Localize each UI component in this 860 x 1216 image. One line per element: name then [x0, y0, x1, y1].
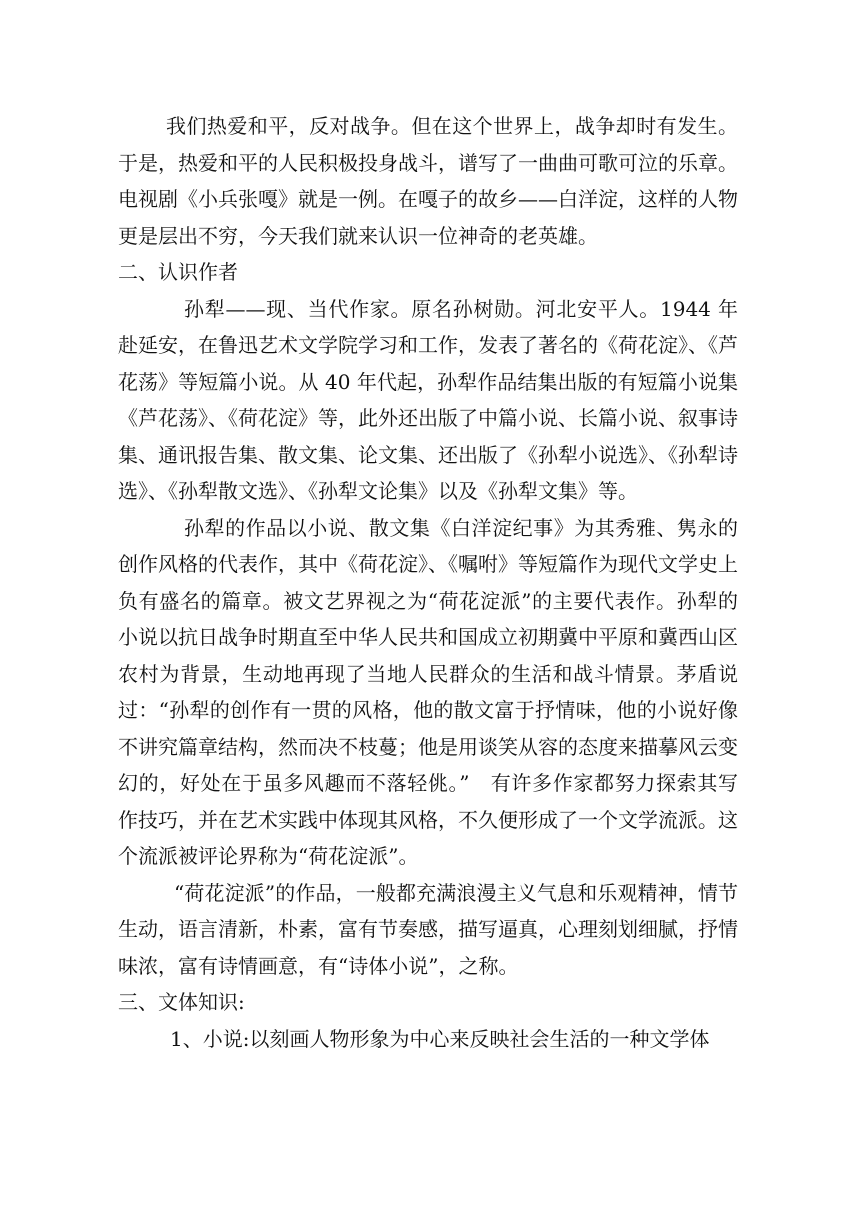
genre-item-novel: 1、小说:以刻画人物形象为中心来反映社会生活的一种文学体	[170, 1026, 710, 1051]
author-works-paragraph: 孙犁的作品以小说、散文集《白洋淀纪事》为其秀雅、隽永的创作风格的代表作，其中《荷花淀》、《嘱咐》等短篇作为现代文学史上负有盛名的篇章。被文艺界视之为“荷花淀派”的主要代表作。孙犁的小说以抗日战争时期直至中华人民共和国成立初期冀中平原和冀西山区农村为背景，生动地再现了当地人民群众的生活和战斗情景。茅盾说过：“孙犁的创作有一贯的风格，他的散文富于抒情味，他的小说好像不讲究篇章结构，然而决不枝蔓；他是用谈笑从容的态度来描摹风云变幻的，好处在于虽多风趣而不落轻佻。” 有许多作家都努力探索其写作技巧，并在艺术实践中体现其风格，不久便形成了一个文学流派。这个流派被评论界称为“荷花淀派”。	[118, 515, 738, 868]
intro-paragraph: 我们热爱和平，反对战争。但在这个世界上，战争却时有发生。于是，热爱和平的人民积极投身战斗，谱写了一曲曲可歌可泣的乐章。电视剧《小兵张嘎》就是一例。在嘎子的故乡——白洋淀，这样的人物更是层出不穷，今天我们就来认识一位神奇的老英雄。	[118, 114, 738, 248]
section-heading-author: 二、认识作者	[118, 260, 238, 284]
document-body	[118, 108, 738, 1057]
school-features-paragraph: “荷花淀派”的作品，一般都充满浪漫主义气息和乐观精神，情节生动，语言清新，朴素，富有节奏感，描写逼真，心理刻划细腻，抒情味浓，富有诗情画意，有“诗体小说”，之称。	[118, 880, 738, 978]
section-heading-genre: 三、文体知识:	[118, 990, 245, 1014]
author-bio-paragraph: 孙犁——现、当代作家。原名孙树勋。河北安平人。1944 年赴延安，在鲁迅艺术文学院学习和工作，发表了著名的《荷花淀》、《芦花荡》等短篇小说。从 40 年代起，孙犁作品结集出版的有短篇小说集《芦花荡》、《荷花淀》等，此外还出版了中篇小说、长篇小说、叙事诗集、通讯报告集、散文集、论文集、还出版了《孙犁小说选》、《孙犁诗选》、《孙犁散文选》、《孙犁文论集》以及《孙犁文集》等。	[118, 296, 738, 503]
